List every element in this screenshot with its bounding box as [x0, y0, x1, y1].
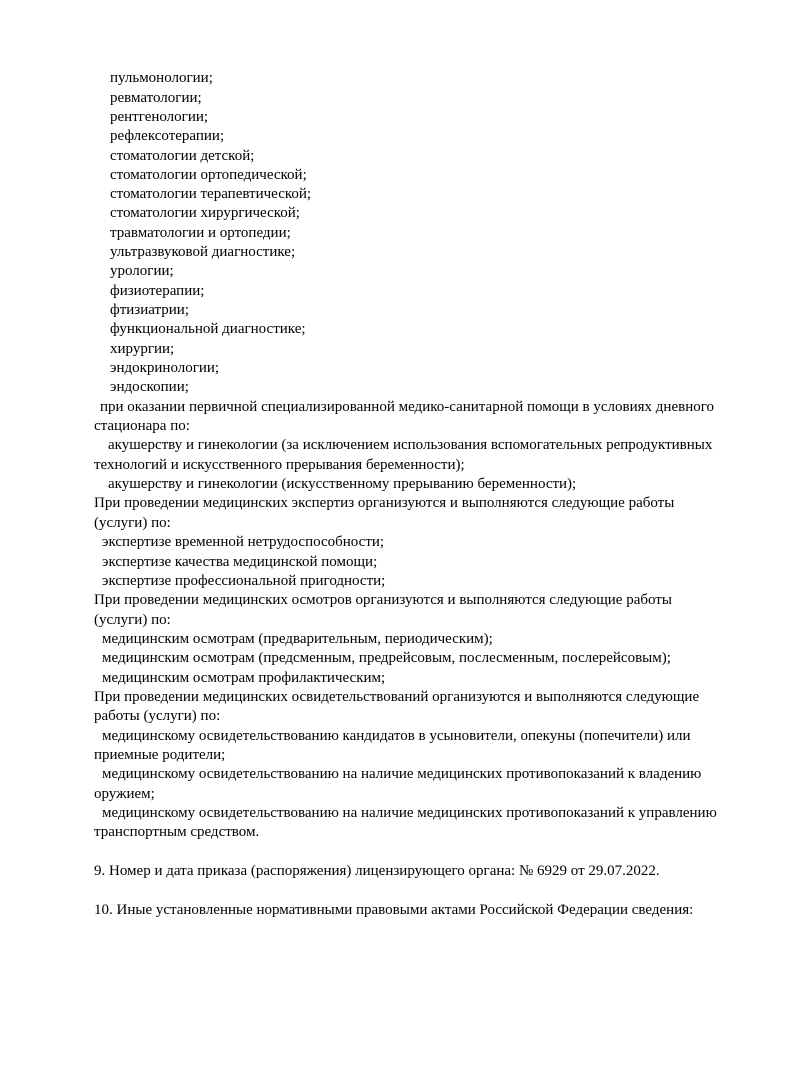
text-line: (услуги) по:: [94, 612, 171, 628]
text-line: стоматологии ортопедической;: [110, 167, 307, 183]
text-line: приемные родители;: [94, 747, 226, 763]
text-line: ревматологии;: [110, 90, 202, 106]
text-line: экспертизе временной нетрудоспособности;: [102, 534, 385, 550]
text-line: медицинскому освидетельствованию кандидатов в усыновители, опекуны (попечители) или: [102, 728, 691, 744]
text-line: медицинскому освидетельствованию на наличие медицинских противопоказаний к управлению: [102, 805, 717, 821]
text-line: стоматологии хирургической;: [110, 205, 300, 221]
text-line: функциональной диагностике;: [110, 321, 306, 337]
text-line: эндокринологии;: [110, 360, 220, 376]
text-line: экспертизе профессиональной пригодности;: [102, 573, 386, 589]
text-line: рентгенологии;: [110, 109, 209, 125]
text-line: эндоскопии;: [110, 379, 189, 395]
section-10-line: 10. Иные установленные нормативными правовыми актами Российской Федерации сведения:: [94, 902, 694, 918]
text-line: стационара по:: [94, 418, 190, 434]
text-line: медицинским осмотрам профилактическим;: [102, 670, 386, 686]
text-line: при оказании первичной специализированной медико-санитарной помощи в условиях дневного: [100, 399, 714, 415]
text-line: акушерству и гинекологии (искусственному прерыванию беременности);: [108, 476, 577, 492]
text-line: При проведении медицинских осмотров организуются и выполняются следующие работы: [94, 592, 672, 608]
text-line: технологий и искусственного прерывания беременности);: [94, 457, 465, 473]
text-line: рефлексотерапии;: [110, 128, 225, 144]
text-line: медицинским осмотрам (предсменным, предрейсовым, послесменным, послерейсовым);: [102, 650, 671, 666]
text-line: хирургии;: [110, 341, 175, 357]
text-line: транспортным средством.: [94, 824, 260, 840]
text-line: стоматологии терапевтической;: [110, 186, 312, 202]
text-line: оружием;: [94, 786, 155, 802]
text-line: урологии;: [110, 263, 174, 279]
section-9-line: 9. Номер и дата приказа (распоряжения) лицензирующего органа: № 6929 от 29.07.2022.: [94, 863, 660, 879]
text-line: При проведении медицинских экспертиз организуются и выполняются следующие работы: [94, 495, 675, 511]
text-line: При проведении медицинских освидетельствований организуются и выполняются следующие: [94, 689, 700, 705]
text-line: акушерству и гинекологии (за исключением использования вспомогательных репродуктивных: [108, 437, 713, 453]
text-line: экспертизе качества медицинской помощи;: [102, 554, 378, 570]
text-line: работы (услуги) по:: [94, 708, 221, 724]
text-line: пульмонологии;: [110, 70, 213, 86]
text-line: стоматологии детской;: [110, 148, 255, 164]
text-line: травматологии и ортопедии;: [110, 225, 291, 241]
text-line: медицинскому освидетельствованию на наличие медицинских противопоказаний к владению: [102, 766, 702, 782]
text-line: медицинским осмотрам (предварительным, периодическим);: [102, 631, 493, 647]
text-line: фтизиатрии;: [110, 302, 189, 318]
text-line: ультразвуковой диагностике;: [110, 244, 296, 260]
text-line: физиотерапии;: [110, 283, 205, 299]
text-line: (услуги) по:: [94, 515, 171, 531]
